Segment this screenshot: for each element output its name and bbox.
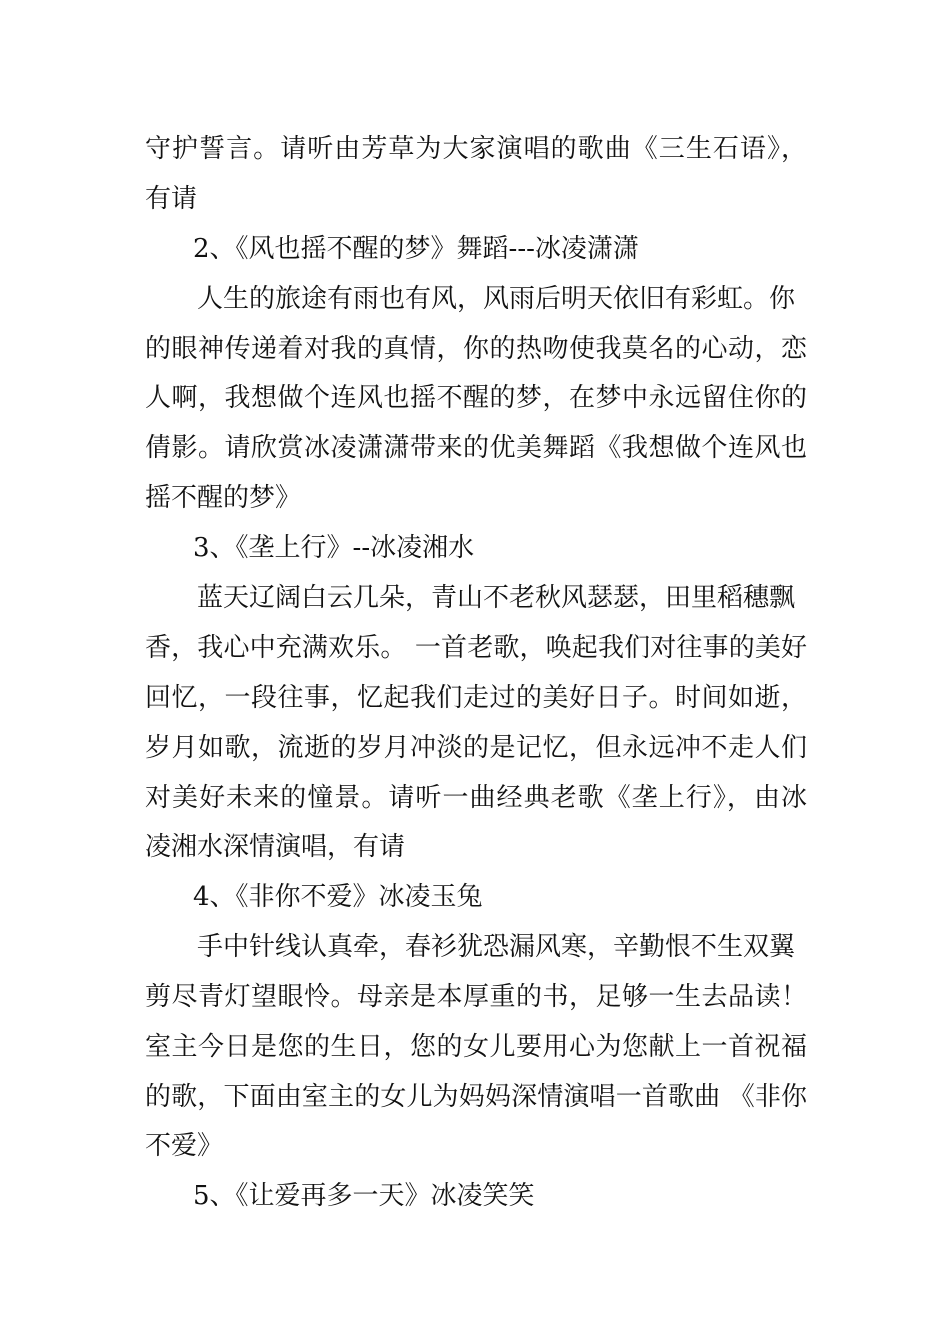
text-line: 室主今日是您的生日，您的女儿要用心为您献上一首祝福	[145, 1032, 807, 1062]
section-heading: 3、《垄上行》--冰凌湘水	[193, 533, 475, 563]
text-line: 的眼神传递着对我的真情，你的热吻使我莫名的心动，恋	[145, 334, 807, 364]
section-heading: 2、《风也摇不醒的梦》舞蹈---冰凌潇潇	[193, 234, 639, 264]
text-line: 香，我心中充满欢乐。 一首老歌，唤起我们对往事的美好	[145, 633, 807, 663]
text-line: 人生的旅途有雨也有风，风雨后明天依旧有彩虹。你	[197, 284, 796, 314]
text-line: 凌湘水深情演唱，有请	[145, 832, 406, 862]
text-line: 摇不醒的梦》	[145, 483, 302, 513]
section-heading: 4、《非你不爱》冰凌玉兔	[193, 882, 483, 912]
text-line: 对美好未来的憧景。请听一曲经典老歌《垄上行》，由冰	[145, 783, 807, 813]
text-line: 有请	[145, 184, 198, 214]
text-line: 岁月如歌，流逝的岁月冲淡的是记忆，但永远冲不走人们	[145, 733, 807, 763]
text-line: 不爱》	[145, 1131, 224, 1161]
text-line: 倩影。请欣赏冰凌潇潇带来的优美舞蹈《我想做个连风也	[145, 433, 807, 463]
text-line: 回忆，一段往事，忆起我们走过的美好日子。时间如逝，	[145, 683, 807, 713]
text-line: 蓝天辽阔白云几朵，青山不老秋风瑟瑟，田里稻穗飘	[197, 583, 796, 613]
text-line: 的歌，下面由室主的女儿为妈妈深情演唱一首歌曲 《非你	[145, 1082, 807, 1112]
text-line: 人啊，我想做个连风也摇不醒的梦，在梦中永远留住你的	[145, 383, 807, 413]
text-line: 手中针线认真牵，春衫犹恐漏风寒，辛勤恨不生双翼	[197, 932, 796, 962]
section-heading: 5、《让爱再多一天》冰凌笑笑	[193, 1181, 535, 1211]
text-line: 守护誓言。请听由芳草为大家演唱的歌曲《三生石语》，	[145, 134, 807, 164]
text-line: 剪尽青灯望眼怜。母亲是本厚重的书，足够一生去品读！	[145, 982, 807, 1012]
